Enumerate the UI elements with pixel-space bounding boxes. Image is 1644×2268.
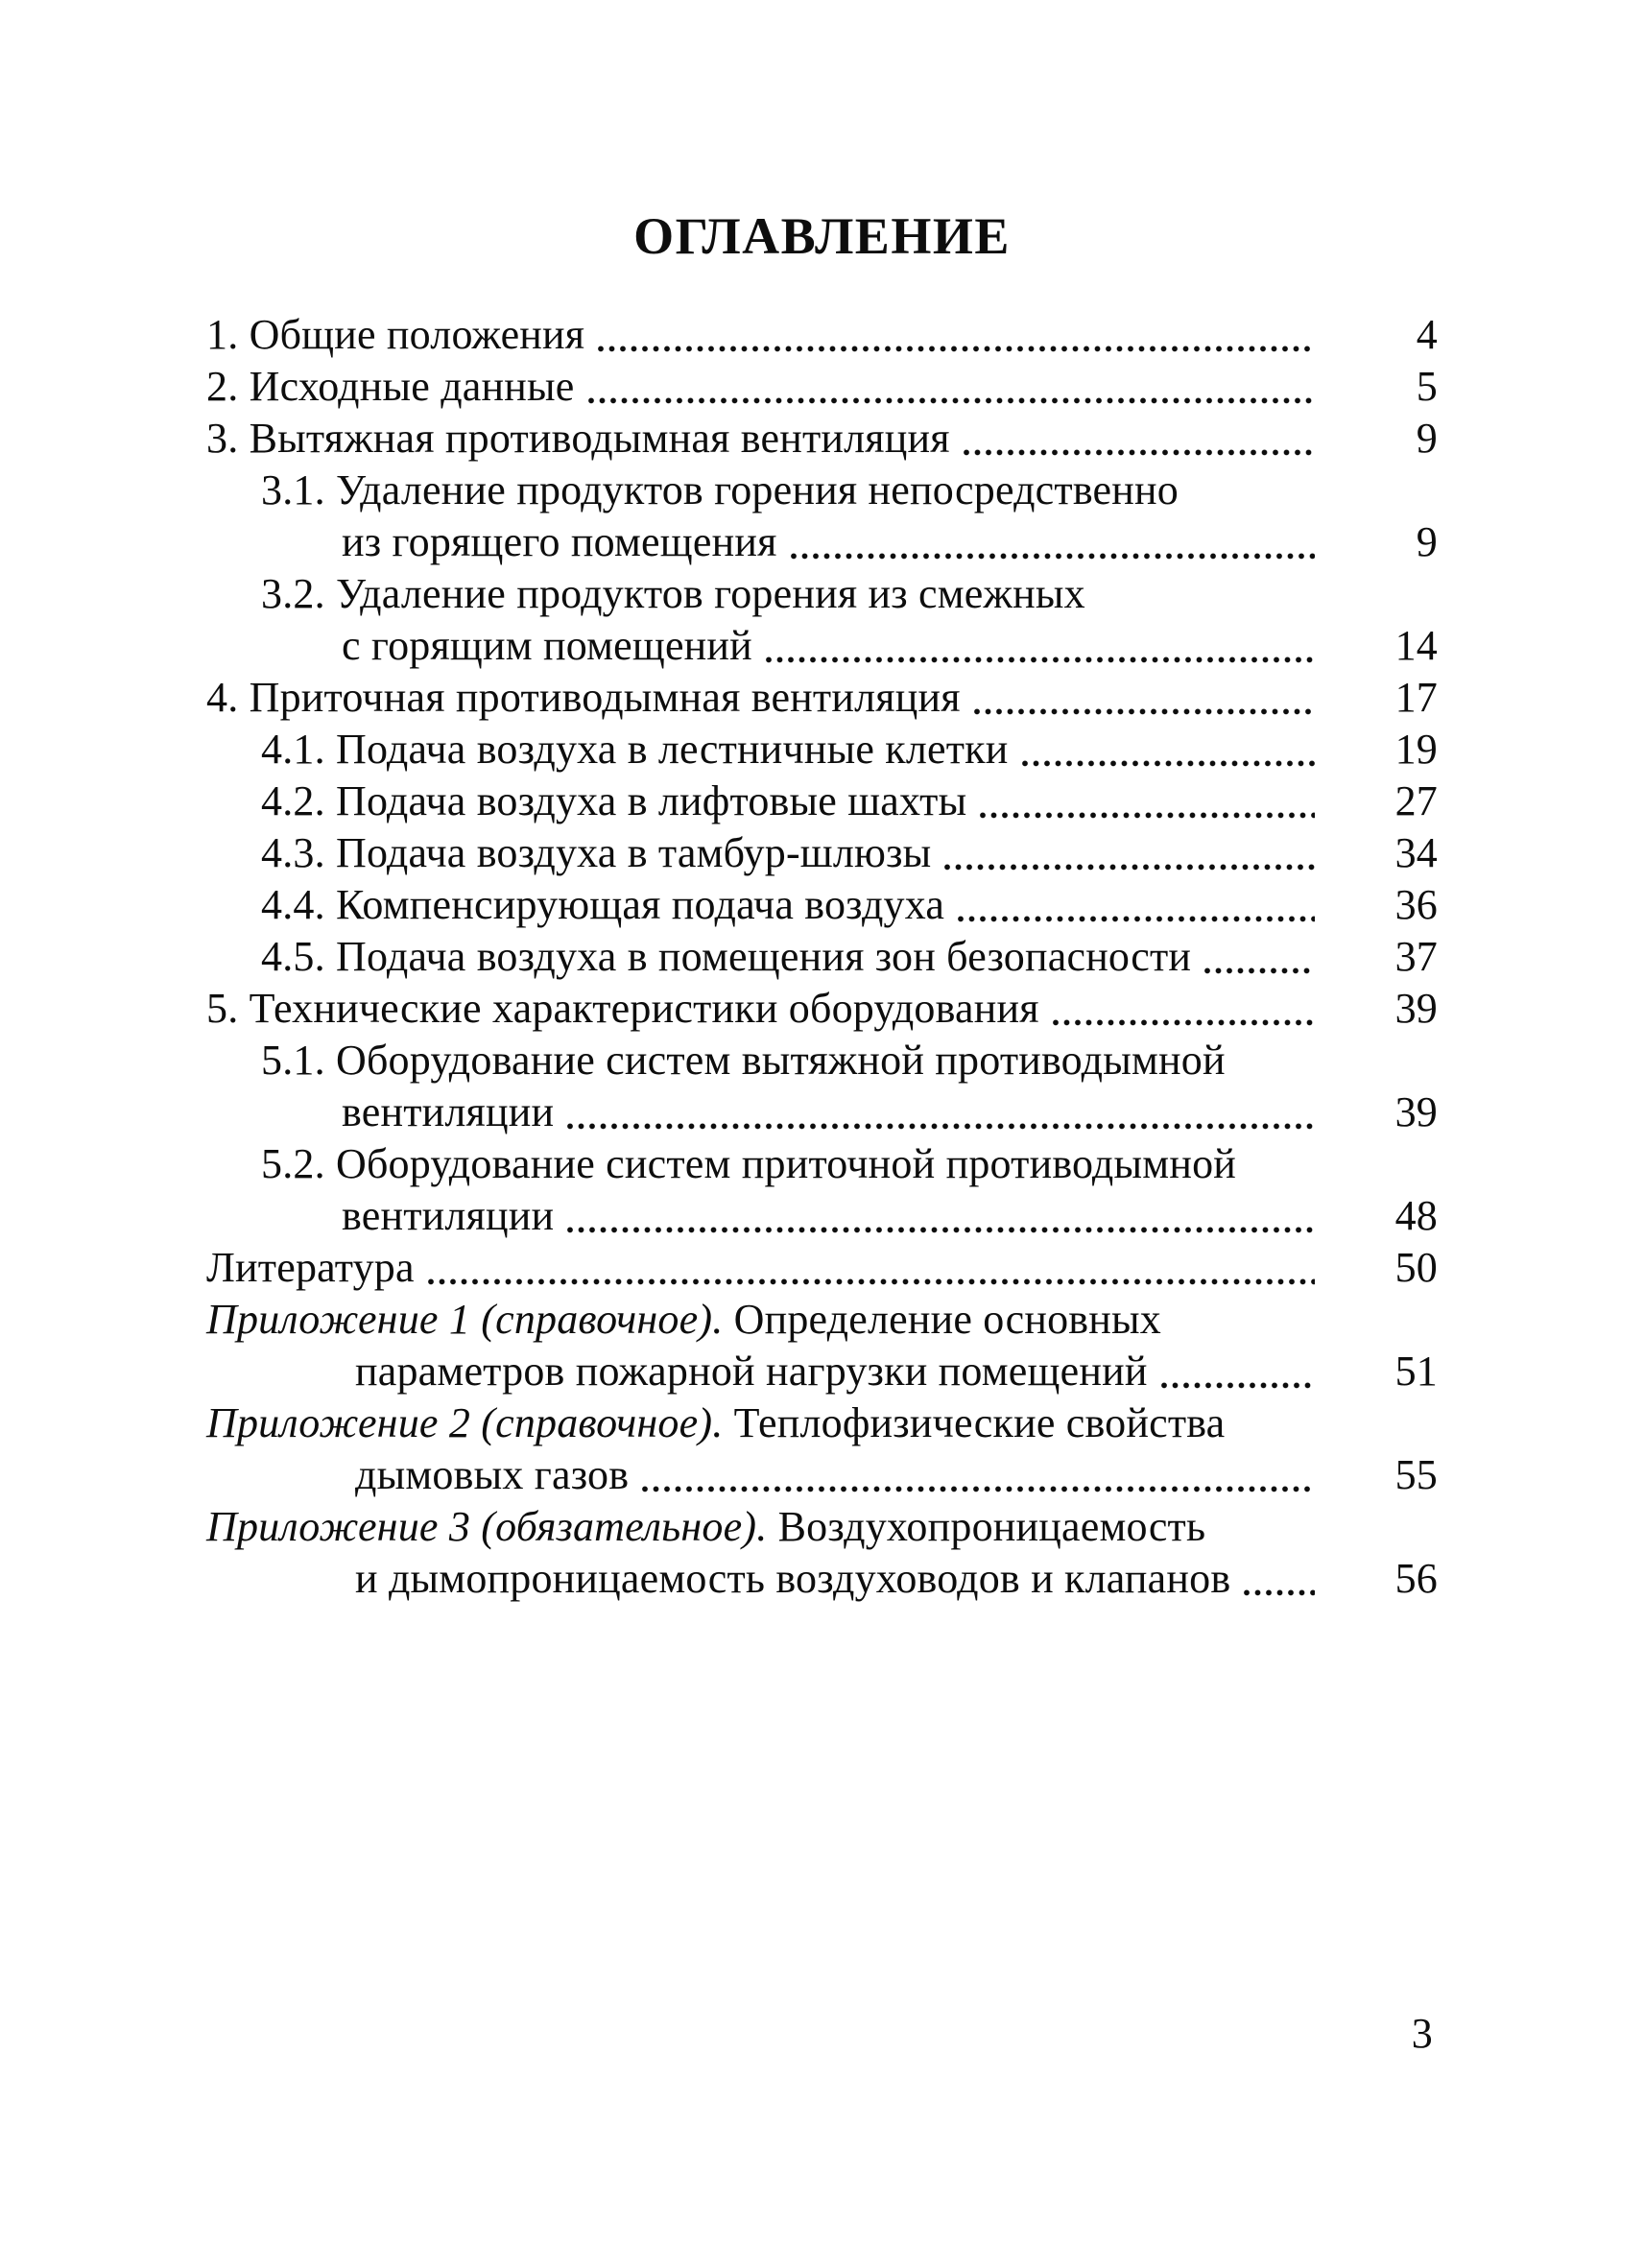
toc-entry-text: [342, 1190, 554, 1242]
toc-text-segment: Теплофизические свойства: [723, 1399, 1226, 1446]
toc-entry-text: [355, 1346, 1148, 1397]
toc-entry-text: [206, 1501, 1205, 1553]
toc-text-segment: 2. Исходные данные: [206, 363, 575, 410]
toc-page-number: 48: [1394, 1192, 1438, 1239]
toc-entry-line: [0, 1035, 1438, 1086]
toc-page-number: 55: [1394, 1451, 1438, 1498]
toc-page-number: 4: [1416, 311, 1438, 358]
dotted-leader: [428, 1278, 1315, 1285]
toc-text-segment: 3.2. Удаление продуктов горения из смежных: [261, 570, 1085, 617]
toc-text-segment: 4.1. Подача воздуха в лестничные клетки: [261, 726, 1009, 773]
toc-entry-text: [206, 1294, 1161, 1346]
dotted-leader: [974, 708, 1315, 715]
toc-entry-text: [261, 776, 966, 827]
toc-page-number: 37: [1394, 933, 1438, 980]
toc-entry-text: [206, 413, 950, 465]
toc-text-segment: 4.4. Компенсирующая подача воздуха: [261, 881, 945, 928]
toc-entry-text: [261, 931, 1191, 983]
toc-page-number: 56: [1394, 1555, 1438, 1602]
toc-page-number: 50: [1394, 1244, 1438, 1291]
dotted-leader: [588, 397, 1315, 404]
toc-entry-text: [261, 724, 1009, 776]
dotted-leader: [1161, 1382, 1315, 1389]
toc-text-segment: с горящим помещений: [342, 622, 752, 669]
dotted-leader: [964, 449, 1315, 456]
dotted-leader: [944, 864, 1315, 871]
toc-entry-line: [0, 776, 1438, 827]
page-title: ОГЛАВЛЕНИЕ: [633, 207, 1011, 265]
toc-page-number: 39: [1394, 1088, 1438, 1135]
toc-page-number: 51: [1394, 1348, 1438, 1395]
toc-entry-line: [0, 724, 1438, 776]
toc-entry-text: [342, 620, 752, 672]
toc-page-number: 9: [1416, 518, 1438, 565]
dotted-leader: [980, 812, 1315, 819]
toc-page-number: 27: [1394, 777, 1438, 824]
toc-entry-line: [0, 516, 1438, 568]
toc-entry-line: [0, 1138, 1438, 1190]
toc-text-segment: параметров пожарной нагрузки помещений: [355, 1348, 1148, 1395]
toc-entry-line: [0, 827, 1438, 879]
toc-page-number: 39: [1394, 985, 1438, 1032]
toc-entry-line: [0, 983, 1438, 1035]
toc-page-number: 34: [1394, 829, 1438, 876]
dotted-leader: [567, 1123, 1315, 1130]
toc-entry-text: [261, 465, 1179, 516]
toc-text-segment-italic: Приложение 3 (обязательное).: [206, 1503, 768, 1550]
dotted-leader: [791, 553, 1315, 560]
toc-page-number: 17: [1394, 674, 1438, 721]
toc-page-number: 19: [1394, 726, 1438, 773]
toc-entry-text: [206, 361, 575, 413]
toc-text-segment: 4. Приточная противодымная вентиляция: [206, 674, 961, 721]
toc-text-segment-italic: Приложение 1 (справочное).: [206, 1296, 724, 1343]
toc-entry-line: [0, 1190, 1438, 1242]
toc-text-segment: 3.1. Удаление продуктов горения непосредственно: [261, 466, 1179, 513]
toc-entry-text: [206, 672, 961, 724]
dotted-leader: [567, 1227, 1315, 1233]
toc-entry-text: [206, 309, 584, 361]
dotted-leader: [1053, 1019, 1315, 1026]
toc-entry-line: [0, 1242, 1438, 1294]
toc-entry-text: [355, 1449, 629, 1501]
toc-entry-text: [261, 1138, 1236, 1190]
toc-page-number: 36: [1394, 881, 1438, 928]
toc-text-segment: 4.2. Подача воздуха в лифтовые шахты: [261, 777, 967, 824]
dotted-leader: [1022, 760, 1315, 767]
toc-text-segment: Определение основных: [723, 1296, 1161, 1343]
toc-text-segment: вентиляции: [342, 1192, 555, 1239]
toc-entry-line: [0, 568, 1438, 620]
dotted-leader: [598, 346, 1315, 352]
toc-text-segment: 4.3. Подача воздуха в тамбур-шлюзы: [261, 829, 932, 876]
toc-entry-line: [0, 879, 1438, 931]
toc-entry-line: [0, 931, 1438, 983]
toc-text-segment: 4.5. Подача воздуха в помещения зон безопасности: [261, 933, 1192, 980]
toc-text-segment: из горящего помещения: [342, 518, 777, 565]
toc-entry-text: [342, 516, 777, 568]
toc-entry-line: [0, 1294, 1438, 1346]
toc-entry-line: [0, 309, 1438, 361]
toc-entry-line: [0, 620, 1438, 672]
toc-text-segment: и дымопроницаемость воздуховодов и клапанов: [355, 1555, 1231, 1602]
toc-entry-text: [261, 879, 944, 931]
toc-entry-text: [355, 1553, 1230, 1605]
toc-entry-line: [0, 1086, 1438, 1138]
toc-entry-text: [206, 1242, 415, 1294]
toc-entry-line: [0, 1346, 1438, 1397]
dotted-leader: [958, 916, 1315, 922]
toc-text-segment: 3. Вытяжная противодымная вентиляция: [206, 415, 950, 462]
toc-entry-text: [342, 1086, 554, 1138]
page-folio: 3: [1411, 2010, 1433, 2057]
toc-text-segment: дымовых газов: [355, 1451, 630, 1498]
toc-text-segment: вентиляции: [342, 1088, 555, 1135]
toc-entry-text: [206, 983, 1039, 1035]
dotted-leader: [1204, 967, 1315, 974]
toc-page-number: 9: [1416, 415, 1438, 462]
toc-entry-line: [0, 1553, 1438, 1605]
toc-entry-text: [261, 827, 931, 879]
toc-entry-line: [0, 413, 1438, 465]
toc-entry-line: [0, 672, 1438, 724]
toc-entry-text: [261, 568, 1085, 620]
dotted-leader: [1244, 1589, 1315, 1596]
toc-text-segment: 5. Технические характеристики оборудования: [206, 985, 1039, 1032]
toc-text-segment-italic: Приложение 2 (справочное).: [206, 1399, 724, 1446]
toc-page-number: 5: [1416, 363, 1438, 410]
toc-page-number: 14: [1394, 622, 1438, 669]
toc-entry-line: [0, 1501, 1438, 1553]
toc-text-segment: 1. Общие положения: [206, 311, 585, 358]
toc-text-segment: Литература: [206, 1244, 415, 1291]
toc-entry-line: [0, 1449, 1438, 1501]
toc-text-segment: 5.2. Оборудование систем приточной противодымной: [261, 1140, 1237, 1187]
dotted-leader: [642, 1486, 1315, 1492]
toc-entry-line: [0, 465, 1438, 516]
toc-entry-text: [261, 1035, 1226, 1086]
toc-entry-line: [0, 1397, 1438, 1449]
toc-entry-line: [0, 361, 1438, 413]
toc-text-segment: 5.1. Оборудование систем вытяжной противодымной: [261, 1037, 1226, 1084]
toc-text-segment: Воздухопроницаемость: [767, 1503, 1206, 1550]
dotted-leader: [766, 657, 1315, 663]
toc-entry-text: [206, 1397, 1225, 1449]
toc-list: [0, 309, 1644, 1605]
